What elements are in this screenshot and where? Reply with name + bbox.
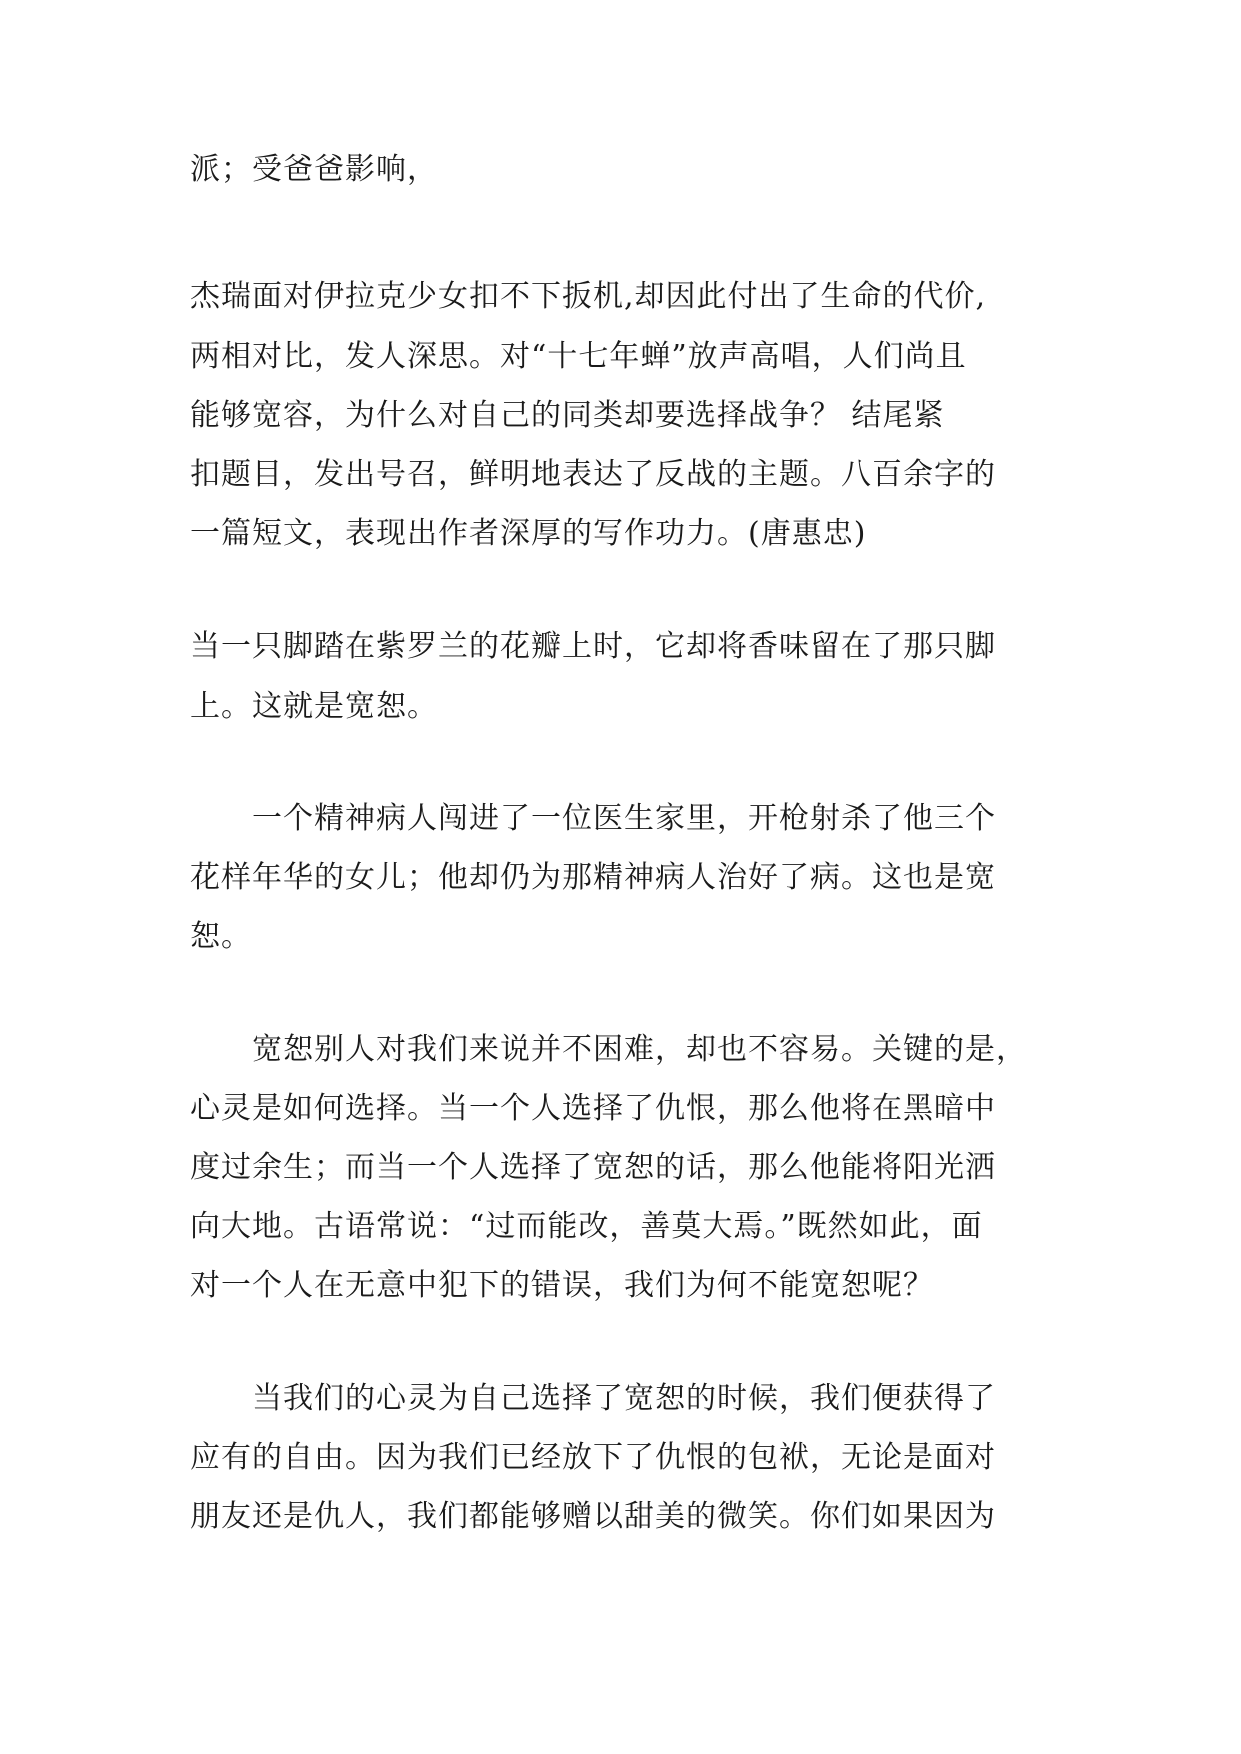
text-line: 朋友还是仇人，我们都能够赠以甜美的微笑。你们如果因为: [190, 1499, 996, 1534]
text-line: 应有的自由。因为我们已经放下了仇恨的包袱，无论是面对: [190, 1440, 996, 1475]
text-line: 花样年华的女儿；他却仍为那精神病人治好了病。这也是宽: [190, 860, 996, 895]
text-line: 度过余生；而当一个人选择了宽恕的话，那么他能将阳光洒: [190, 1150, 996, 1185]
text-line: 心灵是如何选择。当一个人选择了仇恨，那么他将在黑暗中: [190, 1091, 996, 1126]
text-line: 一个精神病人闯进了一位医生家里，开枪射杀了他三个: [190, 801, 996, 836]
text-line: 两相对比，发人深思。对“十七年蝉”放声高唱，人们尚且: [190, 339, 967, 374]
text-line: 宽恕别人对我们来说并不困难，却也不容易。关键的是，: [190, 1032, 1027, 1067]
text-line: 当一只脚踏在紫罗兰的花瓣上时，它却将香味留在了那只脚: [190, 629, 996, 664]
text-line: 上。这就是宽恕。: [190, 689, 438, 724]
text-line: 对一个人在无意中犯下的错误，我们为何不能宽恕呢？: [190, 1268, 934, 1303]
text-line: 扣题目，发出号召，鲜明地表达了反战的主题。八百余字的: [190, 457, 996, 492]
text-line: 当我们的心灵为自己选择了宽恕的时候，我们便获得了: [190, 1381, 996, 1416]
text-line: 派；受爸爸影响，: [190, 152, 438, 187]
text-line: 能够宽容，为什么对自己的同类却要选择战争？ 结尾紧: [190, 398, 945, 433]
text-line: 杰瑞面对伊拉克少女扣不下扳机,却因此付出了生命的代价,: [190, 279, 987, 314]
text-line: 一篇短文，表现出作者深厚的写作功力。(唐惠忠): [190, 516, 867, 551]
text-line: 向大地。古语常说：“过而能改，善莫大焉。”既然如此，面: [190, 1209, 983, 1244]
text-line: 恕。: [190, 919, 252, 954]
